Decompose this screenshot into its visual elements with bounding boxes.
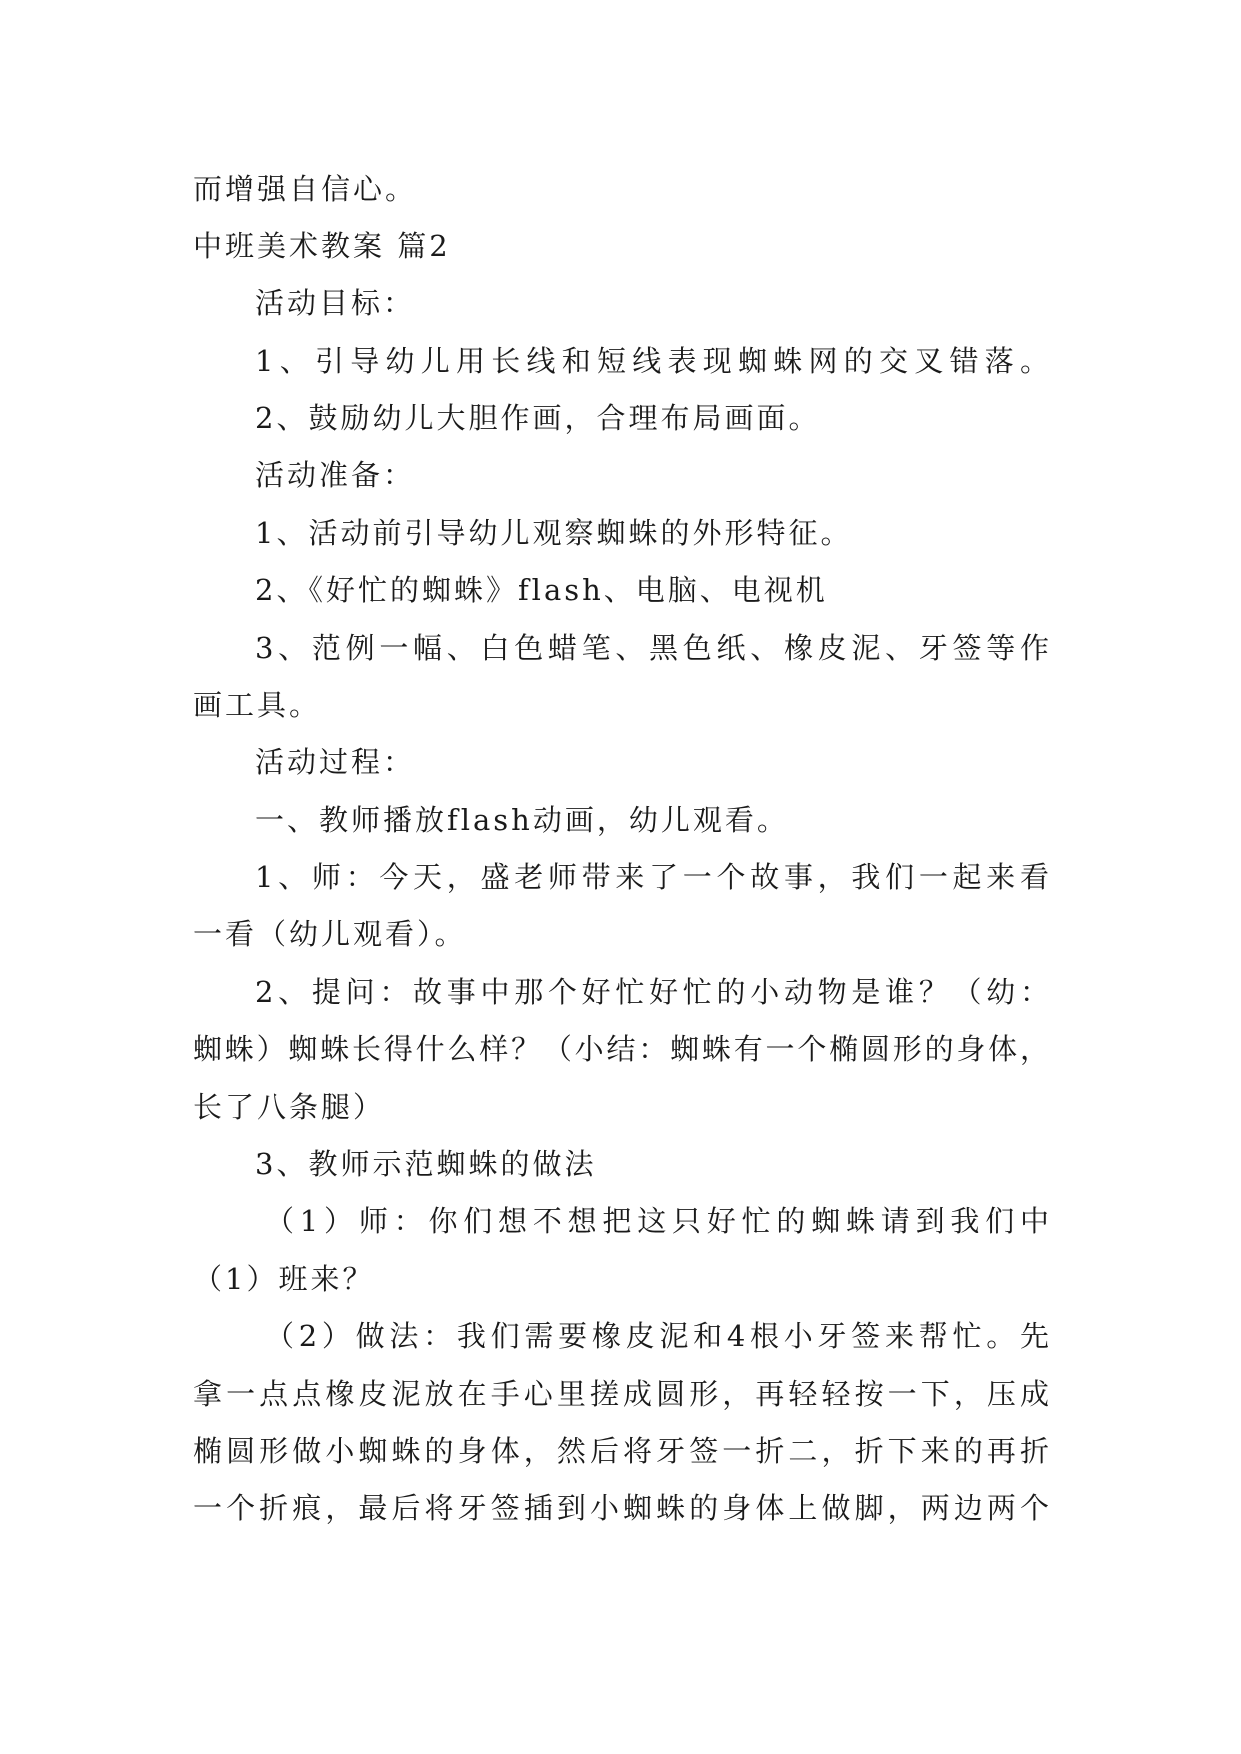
paragraph-line: 2、提问：故事中那个好忙好忙的小动物是谁？（幼： <box>255 975 1049 1009</box>
paragraph-line: 而增强自信心。 <box>193 172 418 206</box>
heading-preparation: 活动准备： <box>255 458 416 492</box>
paragraph-line: 一看（幼儿观看）。 <box>193 917 467 951</box>
section-title: 中班美术教案 篇2 <box>193 229 451 263</box>
heading-goals: 活动目标： <box>255 286 416 320</box>
paragraph-line: 一个折痕，最后将牙签插到小蜘蛛的身体上做脚，两边两个 <box>193 1491 1049 1525</box>
paragraph-line: 拿一点点橡皮泥放在手心里搓成圆形，再轻轻按一下，压成 <box>193 1377 1049 1411</box>
paragraph-line: 画工具。 <box>193 688 322 722</box>
prep-item-1: 1、活动前引导幼儿观察蜘蛛的外形特征。 <box>255 516 853 550</box>
paragraph-line: （2）做法：我们需要橡皮泥和4根小牙签来帮忙。先 <box>265 1319 1049 1353</box>
goal-item-1: 1、引导幼儿用长线和短线表现蜘蛛网的交叉错落。 <box>255 344 1049 378</box>
paragraph-line: 椭圆形做小蜘蛛的身体，然后将牙签一折二，折下来的再折 <box>193 1434 1049 1468</box>
paragraph-line: （1）班来？ <box>193 1262 375 1296</box>
paragraph-line: 1、师：今天，盛老师带来了一个故事，我们一起来看 <box>255 860 1049 894</box>
heading-process: 活动过程： <box>255 745 416 779</box>
process-step-1: 一、教师播放flash动画，幼儿观看。 <box>255 803 789 837</box>
goal-item-2: 2、鼓励幼儿大胆作画，合理布局画面。 <box>255 401 821 435</box>
paragraph-line: 长了八条腿） <box>193 1090 386 1124</box>
paragraph-line: 蜘蛛）蜘蛛长得什么样？（小结：蜘蛛有一个椭圆形的身体， <box>193 1032 1049 1066</box>
paragraph-line: （1）师：你们想不想把这只好忙的蜘蛛请到我们中 <box>265 1204 1049 1238</box>
prep-item-2: 2、《好忙的蜘蛛》flash、电脑、电视机 <box>255 573 828 607</box>
prep-item-3: 3、范例一幅、白色蜡笔、黑色纸、橡皮泥、牙签等作 <box>255 631 1049 665</box>
paragraph-line: 3、教师示范蜘蛛的做法 <box>255 1147 597 1181</box>
